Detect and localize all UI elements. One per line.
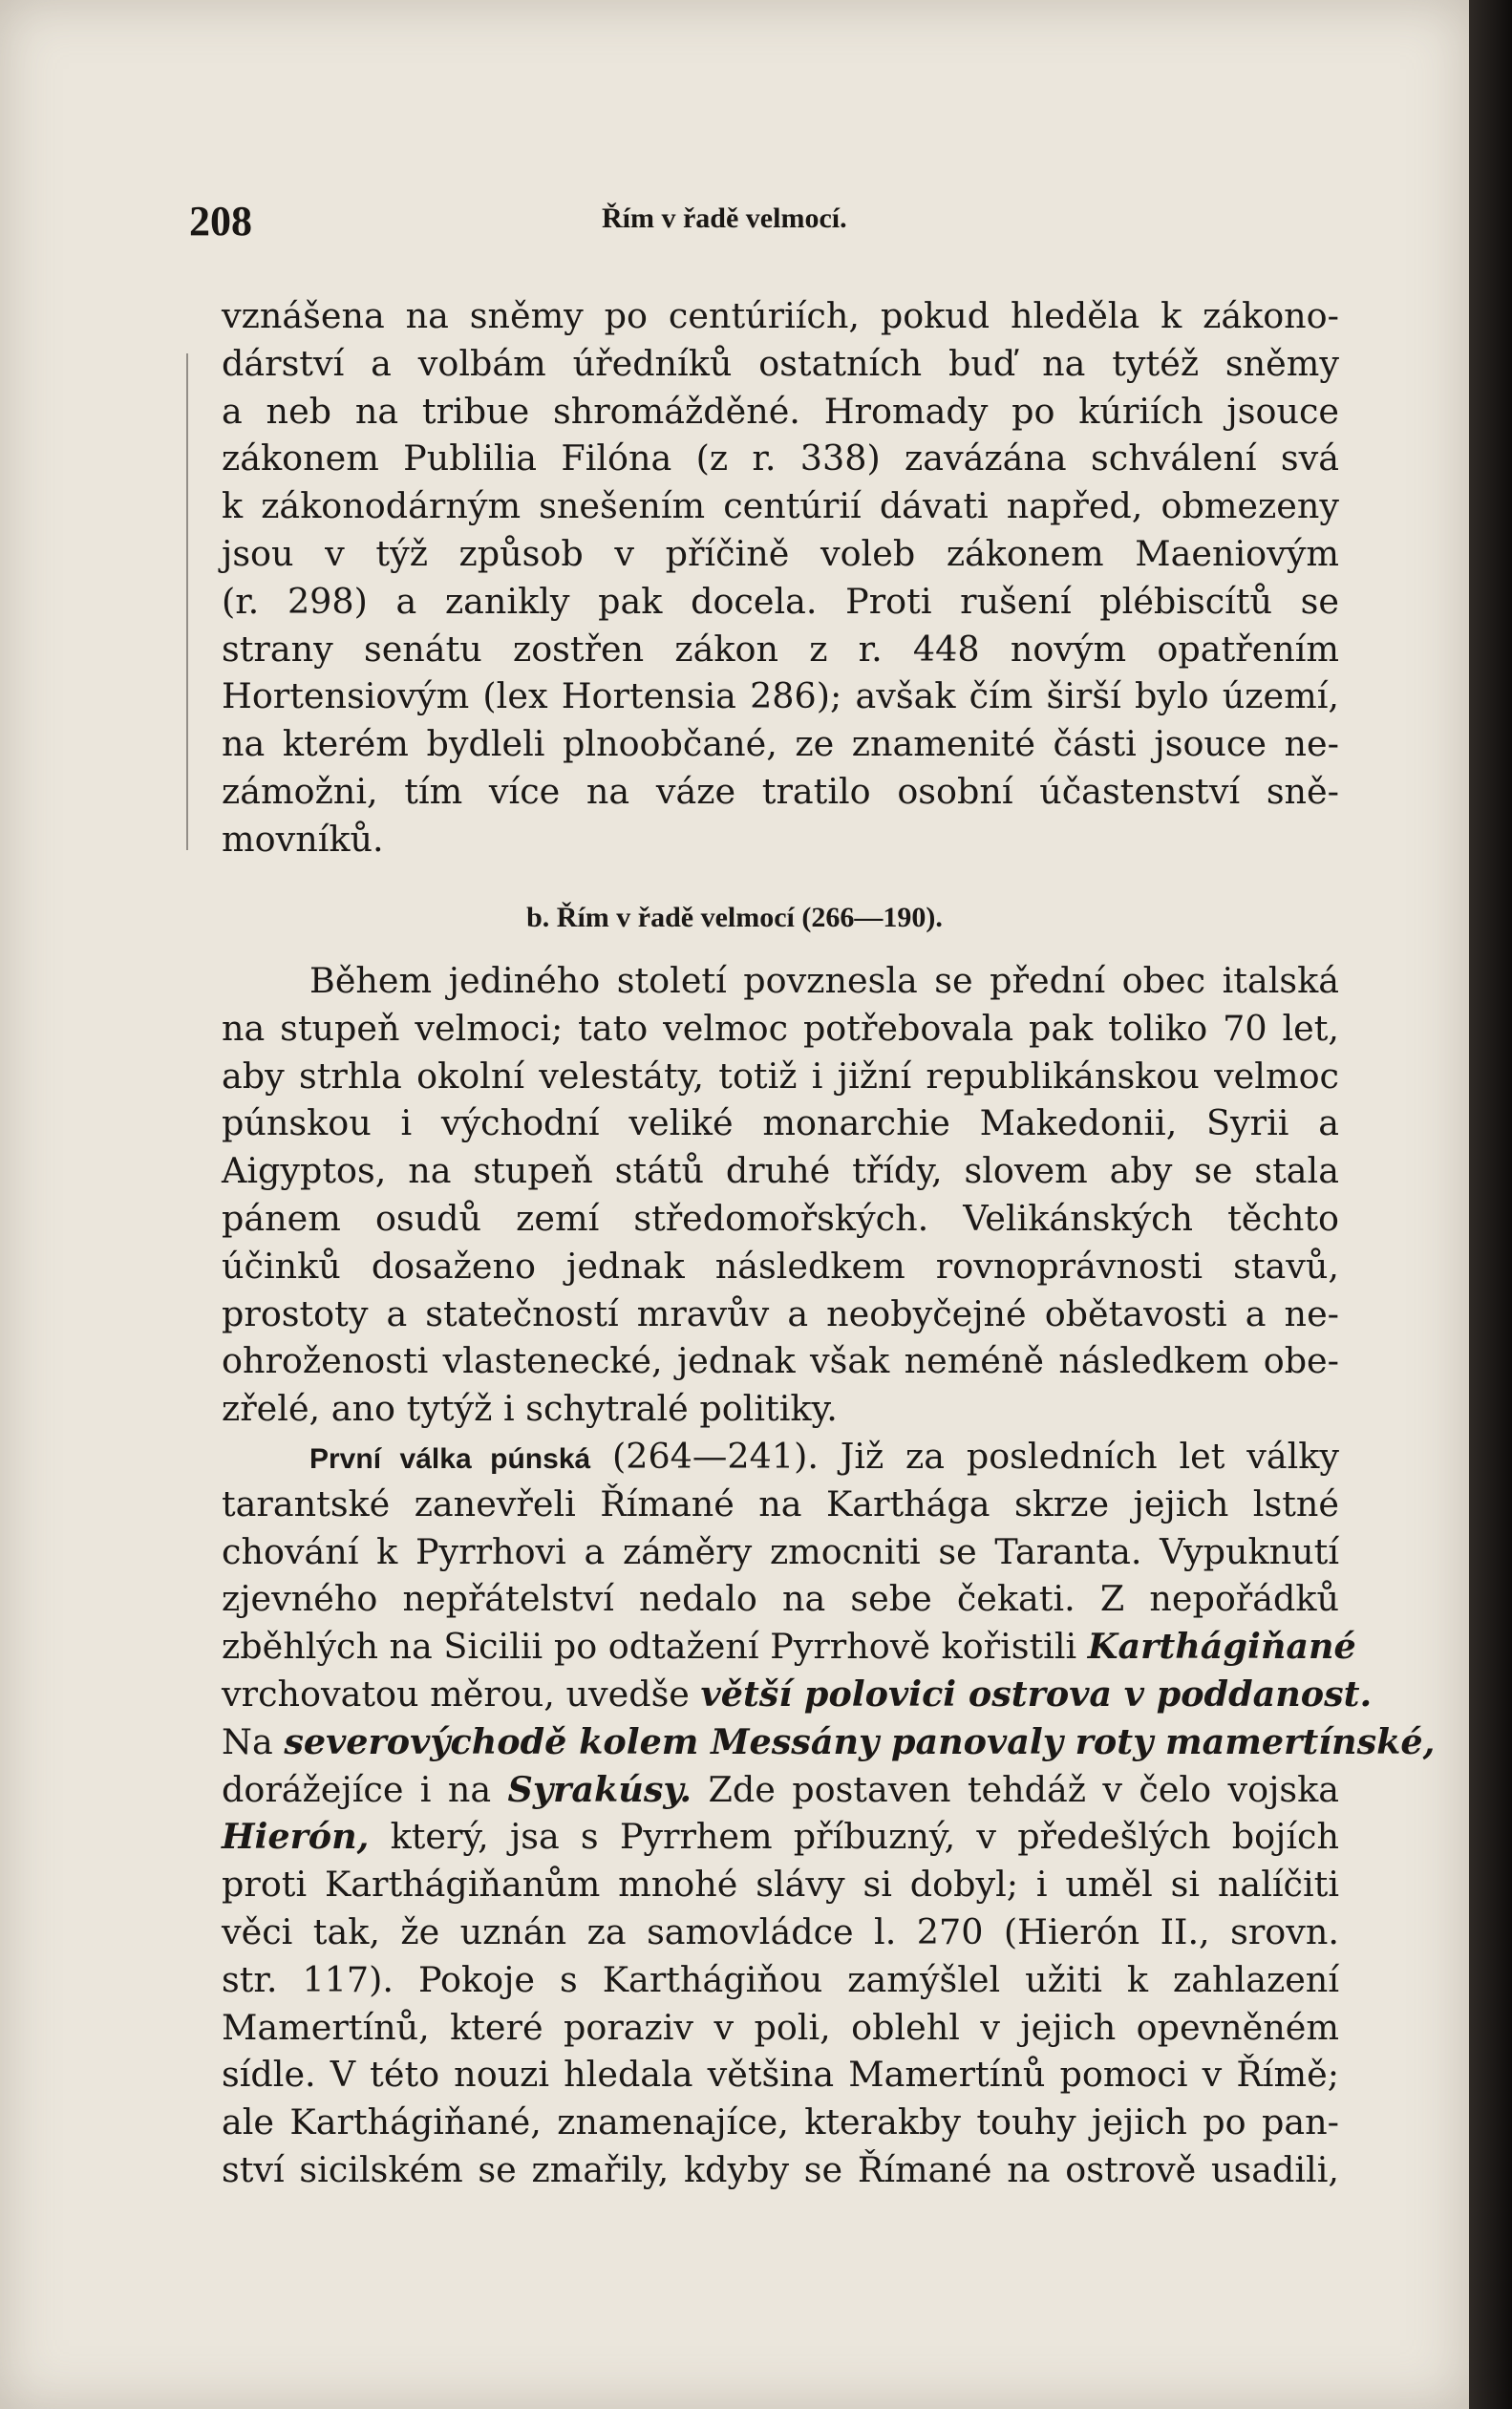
text-line: púnskou i východní veliké monarchie Makedonii, Syrii a [222,1102,1339,1144]
italic-text: severovýchodě kolem Messány panovaly roty mamertínské, [284,1720,1436,1762]
text-line: a neb na tribue shromážděné. Hromady po kúriích jsouce [222,390,1339,432]
line-text: vrchovatou měrou, uvedše [222,1673,701,1715]
text-line: Aigyptos, na stupeň států druhé třídy, slovem aby se stala [222,1150,1339,1192]
text-line: Během jediného století povznesla se přední obec italská [309,960,1339,1001]
scan-artifact-line [186,353,188,850]
line-text: (264—241). Již za posledních let války [590,1435,1339,1477]
page-number: 208 [189,198,252,245]
page-header [189,197,1335,254]
text-line: prostoty a statečností mravův a neobyčejné obětavosti a ne- [222,1292,1339,1334]
text-line: zámožni, tím více na váze tratilo osobní účastenství sně- [222,770,1339,812]
text-line: (r. 298) a zanikly pak docela. Proti rušení plébiscítů se [222,580,1339,622]
text-line: pánem osudů zemí středomořských. Velikánských těchto [222,1197,1339,1239]
text-line [222,1813,1339,1861]
line-text: Zde postaven tehdáž v čelo vojska [692,1768,1339,1810]
line-text: který, jsa s Pyrrhem příbuzný, v předešlých bojích [369,1816,1339,1858]
text-line: zřelé, ano tytýž i schytralé politiky. [222,1388,838,1430]
text-line: účinků dosaženo jednak následkem rovnoprávnosti stavů, [222,1245,1339,1287]
text-line: zákonem Publilia Filóna (z r. 338) zavázána schválení svá [222,437,1339,480]
text-line: vznášena na sněmy po centúriích, pokud hleděla k zákono- [222,295,1339,336]
italic-text: Syrakúsy. [507,1768,692,1810]
text-line: zjevného nepřátelství nedalo na sebe čekati. Z nepořádků [222,1578,1339,1620]
text-line: tarantské zanevřeli Římané na Karthága skrze jejich lstné [222,1482,1339,1524]
text-line: chování k Pyrrhovi a záměry zmocniti se Taranta. Vypuknutí [222,1530,1339,1572]
text-line [222,1718,1436,1766]
italic-text: Hierón, [222,1816,370,1858]
text-line: movníků. [222,818,384,860]
text-line [222,1671,1373,1718]
line-text: dorážejíce i na [222,1768,508,1810]
paragraph-1 [222,292,1339,863]
paragraph-2-and-3 [222,957,1436,2194]
text-line: Hortensiovým (lex Hortensia 286); avšak čím širší bylo území, [222,675,1339,717]
text-line: Mamertínů, které poraziv v poli, oblehl v jejich opevněném [222,2006,1339,2048]
text-line: ale Karthágiňané, znamenajíce, kterakby touhy jejich po pan- [222,2101,1339,2143]
text-line: jsou v týž způsob v příčině voleb zákonem Maeniovým [222,532,1339,574]
text-line: k zákonodárným snešením centúrií dávati napřed, obmezeny [222,485,1339,527]
section-heading: b. Řím v řadě velmocí (266—190). [526,902,943,933]
scan-dark-edge [1469,0,1512,2409]
italic-text: větší polovici ostrova v poddanost. [700,1673,1373,1715]
text-line: str. 117). Pokoje s Karthágiňou zamýšlel užiti k zahlazení [222,1958,1339,2000]
text-line: na stupeň velmoci; tato velmoc potřebovala pak toliko 70 let, [222,1007,1339,1049]
text-line: ství sicilském se zmařily, kdyby se Římané na ostrově usadili, [222,2148,1339,2190]
text-line [222,1623,1356,1671]
line-text: zběhlých na Sicilii po odtažení Pyrrhově kořistili [222,1626,1088,1668]
text-line [222,1766,1339,1814]
running-title: Řím v řadě velmocí. [602,203,847,234]
inline-subheading: První válka púnská [309,1442,591,1475]
line-text: Na [222,1720,285,1762]
text-line [222,1433,1339,1481]
text-line: sídle. V této nouzi hledala většina Mamertínů pomoci v Římě; [222,2054,1339,2096]
italic-text: Karthágiňané [1087,1626,1356,1668]
text-line: proti Karthágiňanům mnohé slávy si dobyl; i uměl si nalíčiti [222,1864,1339,1906]
text-line: na kterém bydleli plnoobčané, ze znamenité části jsouce ne- [222,723,1339,765]
text-line: dárství a volbám úředníků ostatních buď na tytéž sněmy [222,342,1339,384]
text-line: ohroženosti vlastenecké, jednak však neméně následkem obe- [222,1340,1339,1382]
text-line: aby strhla okolní velestáty, totiž i jižní republikánskou velmoc [222,1055,1339,1097]
text-line: strany senátu zostřen zákon z r. 448 novým opatřením [222,628,1339,670]
text-line: věci tak, že uznán za samovládce l. 270 (Hierón II., srovn. [222,1910,1339,1952]
